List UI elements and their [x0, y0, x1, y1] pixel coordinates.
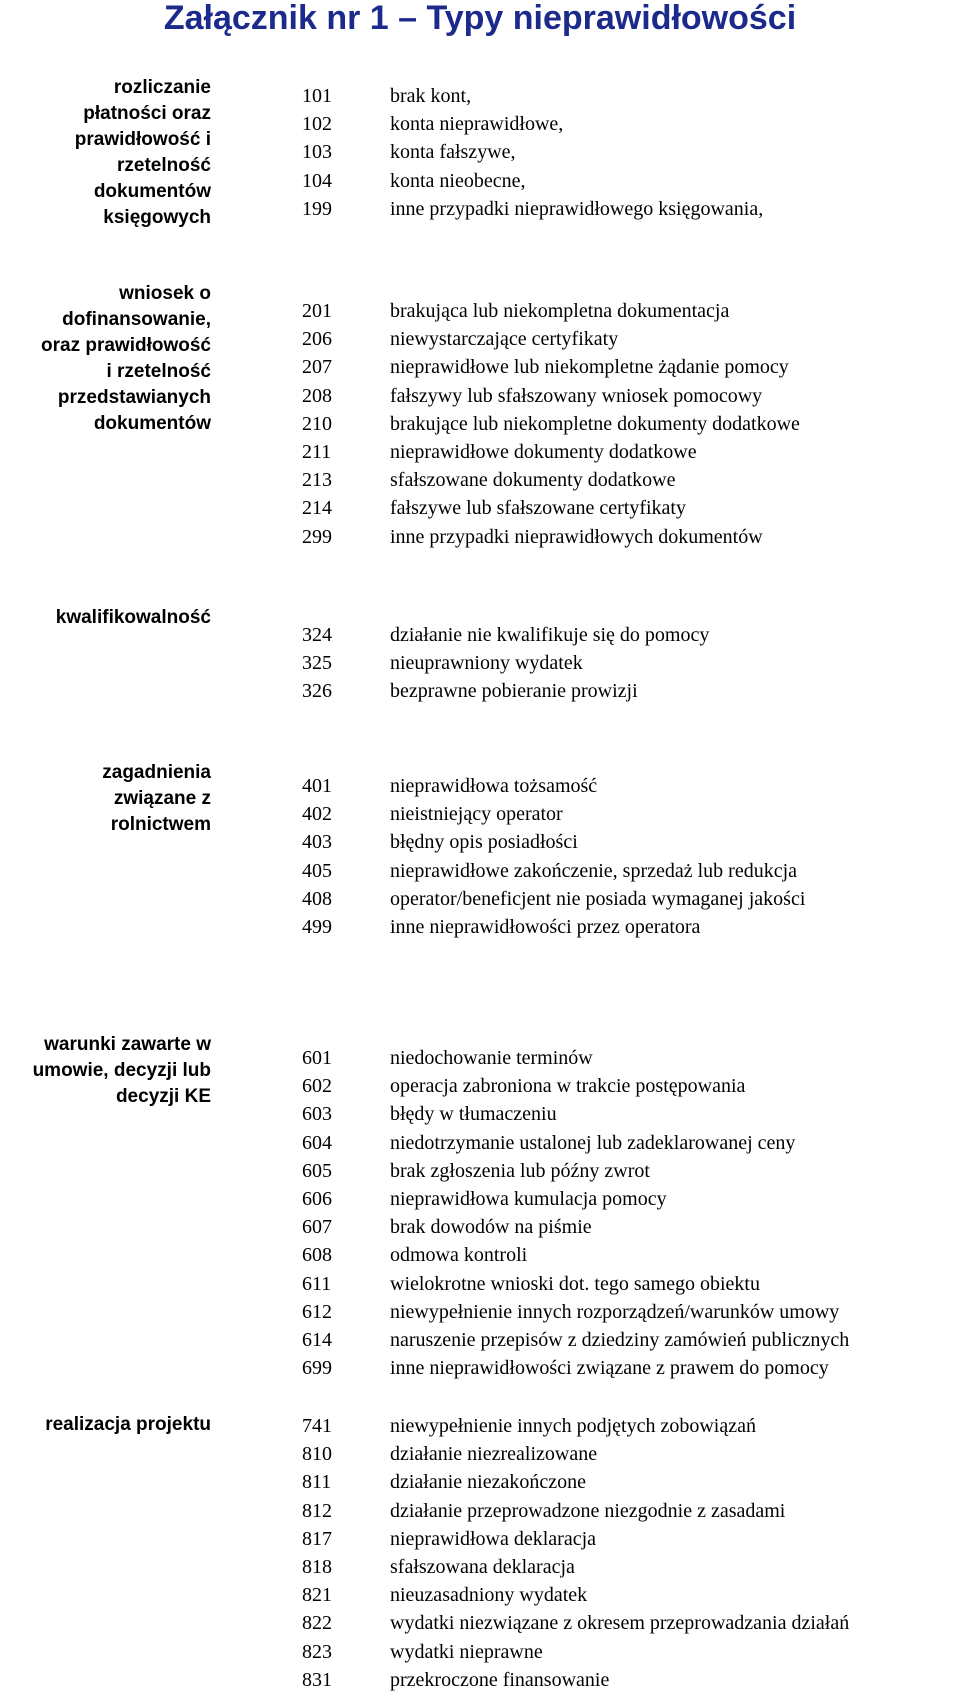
item-description: wydatki niezwiązane z okresem przeprowadzania działań	[390, 1612, 850, 1635]
item-code: 612	[302, 1300, 332, 1323]
section-label-agriculture	[102, 760, 211, 838]
item-description: odmowa kontroli	[390, 1244, 528, 1267]
item-description: brakująca lub niekompletna dokumentacja	[390, 300, 730, 322]
section-label-project-implementation	[45, 1412, 211, 1438]
item-description: nieuzasadniony wydatek	[390, 1584, 588, 1607]
item-description: operacja zabroniona w trakcie postępowania	[390, 1075, 746, 1098]
item-description: niewypełnienie innych rozporządzeń/warunków umowy	[390, 1300, 840, 1323]
item-description: brak dowodów na piśmie	[390, 1216, 592, 1239]
label-line: rozliczanie	[113, 77, 211, 98]
item-code: 405	[302, 859, 332, 882]
item-code: 324	[302, 624, 332, 646]
item-description: niedochowanie terminów	[390, 1047, 593, 1069]
item-code: 401	[302, 775, 332, 797]
item-description: konta fałszywe,	[390, 141, 516, 164]
label-line: umowie, decyzji lub	[32, 1060, 211, 1081]
item-description: niewypełnienie innych podjętych zobowiązań	[390, 1415, 756, 1437]
label-line: prawidłowość i	[74, 129, 211, 150]
item-description: błędny opis posiadłości	[390, 831, 578, 854]
item-code: 214	[302, 497, 332, 520]
item-description: naruszenie przepisów z dziedziny zamówień publicznych	[390, 1328, 850, 1351]
item-description: inne przypadki nieprawidłowych dokumentów	[390, 525, 763, 548]
label-line: płatności oraz	[83, 103, 211, 124]
label-line: przedstawianych	[57, 387, 211, 408]
label-line: decyzji KE	[115, 1086, 211, 1107]
item-description: inne nieprawidłowości związane z prawem do pomocy	[390, 1357, 829, 1380]
item-code: 817	[302, 1527, 332, 1550]
item-description: przekroczone finansowanie	[390, 1668, 610, 1691]
item-code: 325	[302, 652, 332, 675]
item-description: bezprawne pobieranie prowizji	[390, 680, 638, 703]
item-code: 818	[302, 1555, 332, 1578]
section-label-contract-conditions	[33, 1032, 211, 1110]
item-description: brak kont,	[390, 85, 472, 107]
item-code: 101	[302, 85, 332, 107]
item-code: 601	[302, 1047, 332, 1069]
item-code: 299	[302, 525, 332, 548]
item-code: 104	[302, 169, 332, 192]
label-line: księgowych	[103, 207, 211, 228]
label-line: dofinansowanie,	[62, 309, 211, 330]
label-line: i rzetelność	[106, 361, 211, 382]
item-code: 831	[302, 1668, 332, 1691]
item-code: 211	[302, 440, 332, 463]
item-description: niedotrzymanie ustalonej lub zadeklarowanej ceny	[390, 1131, 796, 1154]
item-code: 614	[302, 1328, 332, 1351]
label-line: rolnictwem	[110, 814, 211, 835]
item-code: 213	[302, 469, 332, 492]
item-description: działanie niezakończone	[390, 1471, 586, 1494]
label-line: zagadnienia	[102, 762, 211, 783]
label-line: rzetelność	[117, 155, 211, 176]
item-code: 602	[302, 1075, 332, 1098]
item-code: 822	[302, 1612, 332, 1635]
item-code: 810	[302, 1443, 332, 1466]
item-code: 402	[302, 803, 332, 826]
item-code: 408	[302, 887, 332, 910]
item-code: 326	[302, 680, 332, 703]
item-description: nieprawidłowe dokumenty dodatkowe	[390, 440, 697, 463]
item-description: nieprawidłowa deklaracja	[390, 1527, 597, 1550]
label-line: dokumentów	[93, 413, 211, 434]
item-description: brak zgłoszenia lub późny zwrot	[390, 1159, 650, 1182]
item-code: 811	[302, 1471, 332, 1494]
item-description: błędy w tłumaczeniu	[390, 1103, 557, 1126]
item-code: 611	[302, 1272, 332, 1295]
item-description: sfałszowana deklaracja	[390, 1555, 575, 1578]
item-description: działanie przeprowadzone niezgodnie z zasadami	[390, 1499, 786, 1522]
item-code: 207	[302, 356, 332, 379]
section-label-eligibility	[56, 605, 211, 631]
item-description: działanie niezrealizowane	[390, 1443, 598, 1466]
item-description: inne nieprawidłowości przez operatora	[390, 915, 701, 938]
item-code: 823	[302, 1640, 332, 1663]
label-line: warunki zawarte w	[44, 1034, 211, 1055]
item-code: 821	[302, 1584, 332, 1607]
item-description: nieprawidłowe lub niekompletne żądanie pomocy	[390, 356, 789, 379]
item-code: 604	[302, 1131, 332, 1154]
item-code: 603	[302, 1103, 332, 1126]
label-line: kwalifikowalność	[55, 607, 211, 628]
item-code: 201	[302, 300, 332, 322]
item-description: fałszywe lub sfałszowane certyfikaty	[390, 497, 686, 520]
item-code: 499	[302, 915, 332, 938]
section-label-application	[41, 281, 211, 437]
section-label-accounting	[75, 75, 211, 231]
label-line: związane z	[113, 788, 211, 809]
item-description: nieprawidłowa tożsamość	[390, 775, 598, 797]
item-code: 741	[302, 1415, 332, 1437]
item-code: 607	[302, 1216, 332, 1239]
item-description: wielokrotne wnioski dot. tego samego obiektu	[390, 1272, 760, 1295]
item-description: sfałszowane dokumenty dodatkowe	[390, 469, 676, 492]
item-code: 608	[302, 1244, 332, 1267]
item-description: konta nieprawidłowe,	[390, 113, 564, 136]
item-code: 102	[302, 113, 332, 136]
item-description: nieprawidłowe zakończenie, sprzedaż lub redukcja	[390, 859, 798, 882]
item-code: 206	[302, 328, 332, 351]
item-description: konta nieobecne,	[390, 169, 526, 192]
item-description: działanie nie kwalifikuje się do pomocy	[390, 624, 710, 646]
page-title: Załącznik nr 1 – Typy nieprawidłowości	[163, 0, 797, 37]
item-code: 605	[302, 1159, 332, 1182]
item-code: 403	[302, 831, 332, 854]
item-description: operator/beneficjent nie posiada wymaganej jakości	[390, 887, 806, 910]
item-description: wydatki nieprawne	[390, 1640, 543, 1663]
item-code: 699	[302, 1357, 332, 1380]
item-description: nieuprawniony wydatek	[390, 652, 583, 675]
label-line: realizacja projektu	[45, 1414, 211, 1435]
item-description: brakujące lub niekompletne dokumenty dodatkowe	[390, 412, 800, 435]
label-line: dokumentów	[93, 181, 211, 202]
item-code: 606	[302, 1187, 332, 1210]
item-code: 210	[302, 412, 332, 435]
item-description: nieprawidłowa kumulacja pomocy	[390, 1187, 667, 1210]
item-code: 208	[302, 384, 332, 407]
label-line: oraz prawidłowość	[41, 335, 211, 356]
item-description: inne przypadki nieprawidłowego księgowania,	[390, 197, 764, 220]
item-description: fałszywy lub sfałszowany wniosek pomocowy	[390, 384, 763, 407]
item-description: nieistniejący operator	[390, 803, 563, 826]
item-code: 812	[302, 1499, 332, 1522]
label-line: wniosek o	[119, 283, 211, 304]
item-code: 199	[302, 197, 332, 220]
item-code: 103	[302, 141, 332, 164]
item-description: niewystarczające certyfikaty	[390, 328, 619, 351]
